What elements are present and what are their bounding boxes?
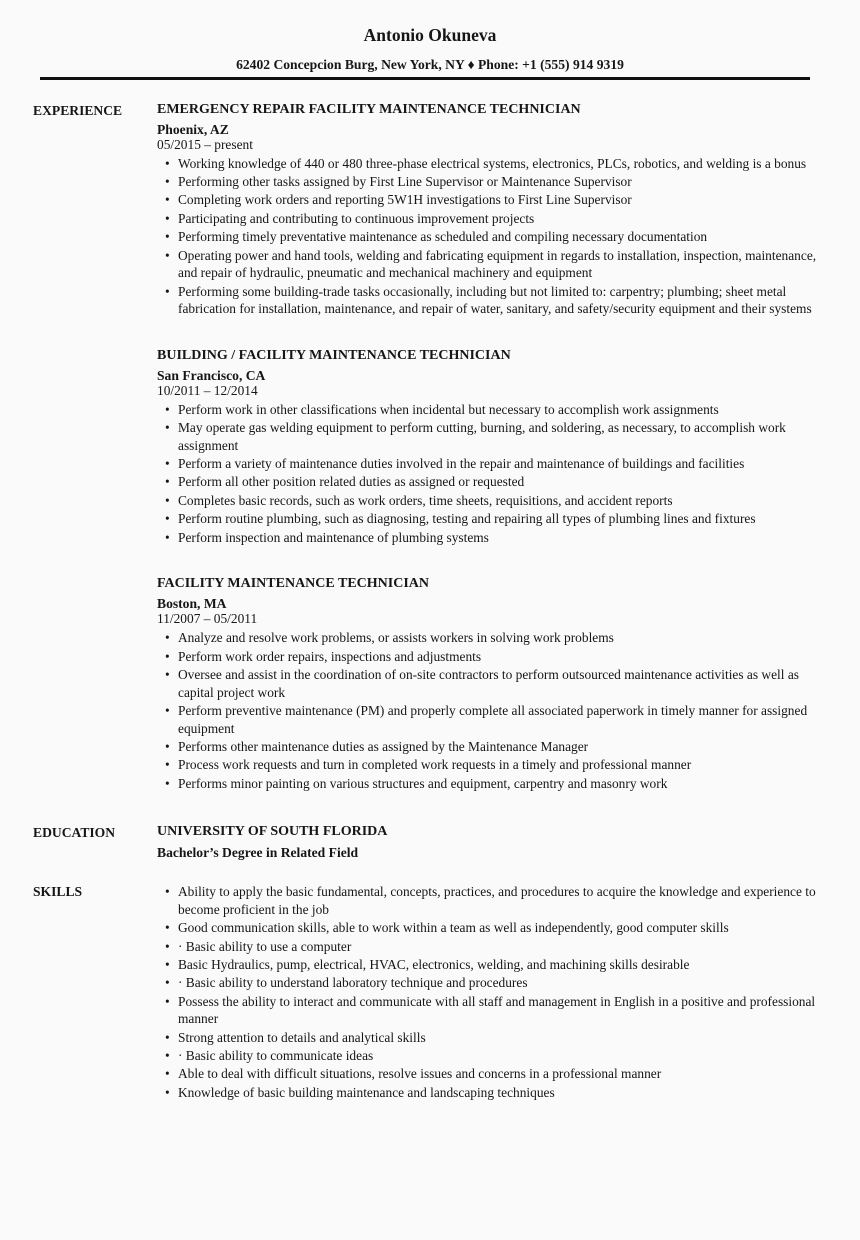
bullet-item: • Analyze and resolve work problems, or assists workers in solving work problems bbox=[178, 629, 820, 647]
education-section bbox=[0, 823, 860, 861]
experience-content bbox=[157, 101, 820, 793]
skills-label: SKILLS bbox=[33, 884, 83, 900]
bullet-item: • Oversee and assist in the coordination of on-site contractors to perform outsourced maintenance activities as well as capital project work bbox=[178, 666, 820, 701]
bullet-item: • Possess the ability to interact and communicate with all staff and management in English in a positive and professional manner bbox=[178, 993, 820, 1028]
job-dates: 05/2015 – present bbox=[157, 136, 253, 152]
job-entry bbox=[157, 575, 820, 792]
bullet-item: • Basic Hydraulics, pump, electrical, HVAC, electronics, welding, and machining skills desirable bbox=[178, 956, 820, 974]
bullet-item: • May operate gas welding equipment to perform cutting, burning, and soldering, as necessary, to accomplish work assignment bbox=[178, 419, 820, 454]
bullet-item: • Perform inspection and maintenance of plumbing systems bbox=[178, 529, 820, 547]
bullet-item: • Performs other maintenance duties as assigned by the Maintenance Manager bbox=[178, 738, 820, 756]
bullet-item: • Process work requests and turn in completed work requests in a timely and professional manner bbox=[178, 756, 820, 774]
bullet-item: • Perform a variety of maintenance duties involved in the repair and maintenance of buildings and facilities bbox=[178, 455, 820, 473]
job-title: FACILITY MAINTENANCE TECHNICIAN bbox=[157, 576, 429, 592]
bullet-item: • Performing other tasks assigned by First Line Supervisor or Maintenance Supervisor bbox=[178, 173, 820, 191]
job-dates: 11/2007 – 05/2011 bbox=[157, 611, 258, 627]
bullet-item: • Able to deal with difficult situations, resolve issues and concerns in a professional manner bbox=[178, 1065, 820, 1083]
experience-label: EXPERIENCE bbox=[33, 102, 123, 118]
job-dates: 10/2011 – 12/2014 bbox=[157, 382, 258, 398]
bullet-item: • Perform preventive maintenance (PM) and properly complete all associated paperwork in timely manner for assigned equipment bbox=[178, 702, 820, 737]
contact-line: 62402 Concepcion Burg, New York, NY ♦ Phone: +1 (555) 914 9319 bbox=[236, 57, 624, 72]
bullet-item: • Working knowledge of 440 or 480 three-phase electrical systems, electronics, PLCs, robotics, and welding is a bonus bbox=[178, 155, 820, 173]
degree: Bachelor’s Degree in Related Field bbox=[157, 845, 359, 861]
job-title: EMERGENCY REPAIR FACILITY MAINTENANCE TECHNICIAN bbox=[157, 101, 581, 117]
bullet-item: • Strong attention to details and analytical skills bbox=[178, 1029, 820, 1047]
person-name: Antonio Okuneva bbox=[363, 25, 497, 45]
bullet-item: • · Basic ability to use a computer bbox=[178, 938, 820, 956]
bullet-item: • Performs minor painting on various structures and equipment, carpentry and masonry work bbox=[178, 775, 820, 793]
education-label: EDUCATION bbox=[33, 825, 116, 841]
bullet-item: • Knowledge of basic building maintenance and landscaping techniques bbox=[178, 1084, 820, 1102]
job-location: Boston, MA bbox=[157, 596, 227, 612]
education-content bbox=[157, 823, 820, 861]
bullet-item: • · Basic ability to communicate ideas bbox=[178, 1047, 820, 1065]
skills-list bbox=[157, 882, 820, 1101]
school-name: UNIVERSITY OF SOUTH FLORIDA bbox=[157, 824, 388, 840]
bullet-item: • Performing timely preventative maintenance as scheduled and compiling necessary documentation bbox=[178, 228, 820, 246]
bullet-item: • Performing some building-trade tasks occasionally, including but not limited to: carpentry; plumbing; sheet metal fabrication for installation, maintenance, and repair of water, sanitary, and safety/security equipment and their systems bbox=[178, 283, 820, 318]
resume-header bbox=[0, 0, 860, 80]
job-bullets bbox=[157, 155, 820, 318]
bullet-item: • Ability to apply the basic fundamental, concepts, practices, and procedures to acquire the knowledge and experience to become proficient in the job bbox=[178, 883, 820, 918]
job-entry bbox=[157, 347, 820, 547]
job-location: Phoenix, AZ bbox=[157, 121, 229, 137]
bullet-item: • Operating power and hand tools, welding and fabricating equipment in regards to installation, inspection, maintenance, and repair of hydraulic, pneumatic and mechanical machinery and equipment bbox=[178, 247, 820, 282]
job-entry bbox=[157, 101, 820, 318]
skills-section bbox=[0, 882, 860, 1101]
job-title: BUILDING / FACILITY MAINTENANCE TECHNICIAN bbox=[157, 347, 511, 363]
bullet-item: • Perform routine plumbing, such as diagnosing, testing and repairing all types of plumbing lines and fixtures bbox=[178, 510, 820, 528]
resume-body bbox=[0, 101, 860, 1102]
bullet-item: • Perform work in other classifications when incidental but necessary to accomplish work assignments bbox=[178, 401, 820, 419]
experience-section bbox=[0, 101, 860, 793]
bullet-item: • Good communication skills, able to work within a team as well as independently, good computer skills bbox=[178, 919, 820, 937]
bullet-item: • Completing work orders and reporting 5W1H investigations to First Line Supervisor bbox=[178, 191, 820, 209]
bullet-item: • Participating and contributing to continuous improvement projects bbox=[178, 210, 820, 228]
bullet-item: • · Basic ability to understand laboratory technique and procedures bbox=[178, 974, 820, 992]
job-bullets bbox=[157, 629, 820, 792]
header-divider bbox=[40, 77, 810, 80]
job-bullets bbox=[157, 401, 820, 547]
bullet-item: • Perform all other position related duties as assigned or requested bbox=[178, 473, 820, 491]
job-location: San Francisco, CA bbox=[157, 367, 266, 383]
bullet-item: • Completes basic records, such as work orders, time sheets, requisitions, and accident reports bbox=[178, 492, 820, 510]
bullet-item: • Perform work order repairs, inspections and adjustments bbox=[178, 648, 820, 666]
